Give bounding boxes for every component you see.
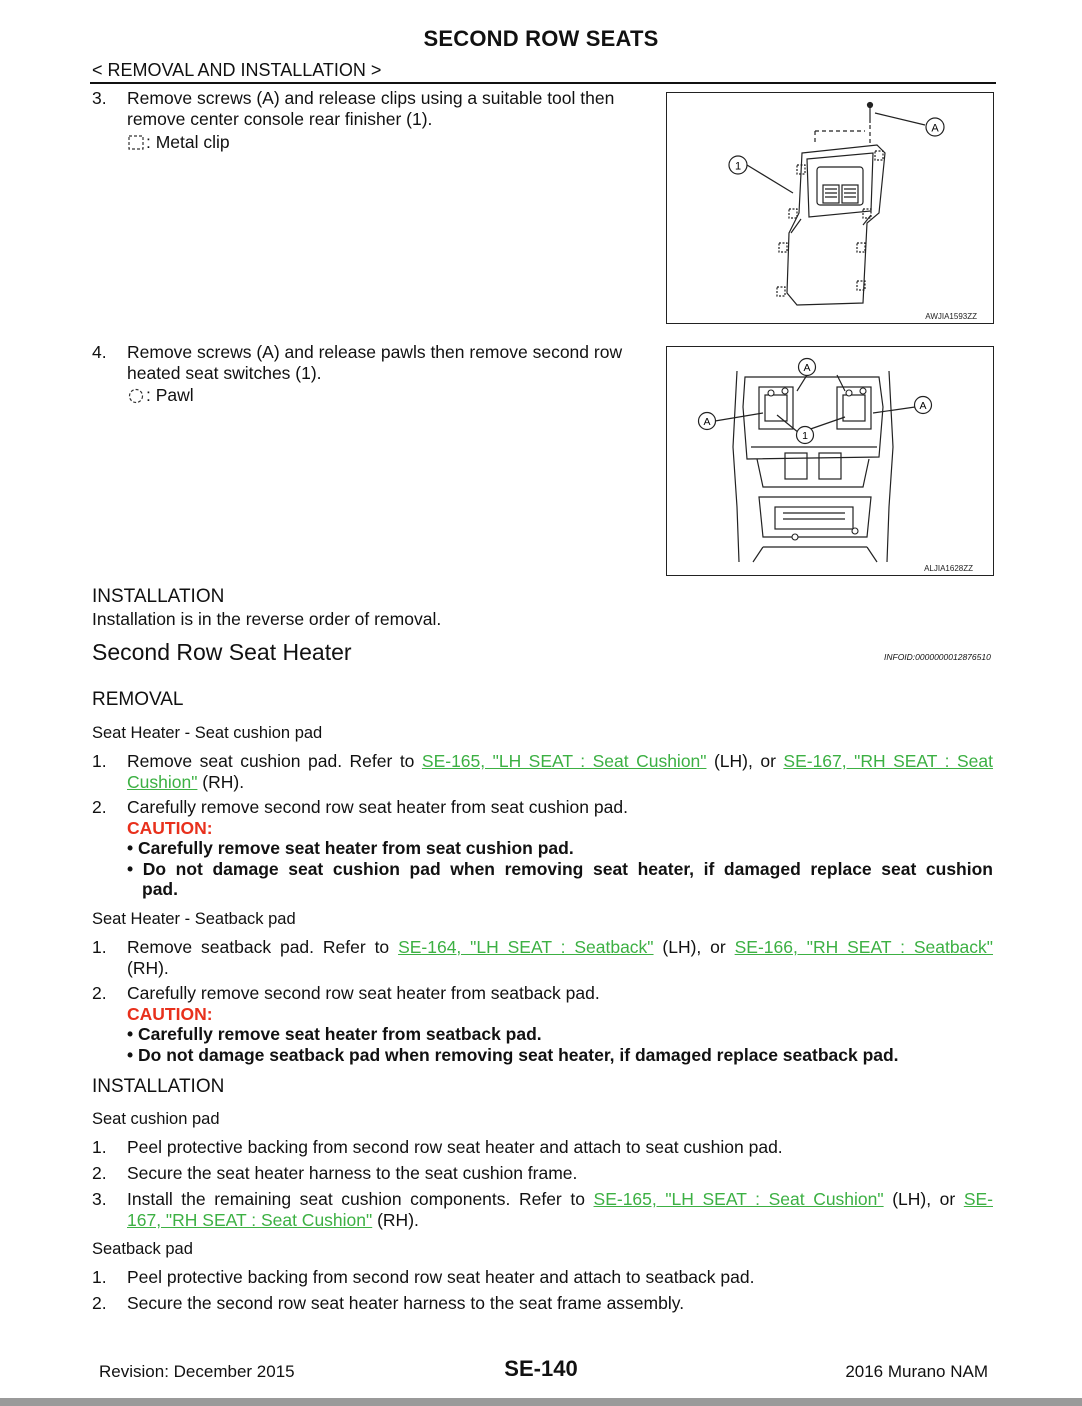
caution-bullet-text: Do not damage seatback pad when removing seat heater, if damaged replace seatback pad.: [138, 1045, 899, 1065]
subheading-seatback: Seat Heater - Seatback pad: [92, 910, 296, 928]
step-number: 1.: [92, 1267, 107, 1287]
caution-bullet: • Do not damage seatback pad when removing seat heater, if damaged replace seatback pad.: [127, 1045, 899, 1065]
legend-text: : Metal clip: [146, 132, 230, 152]
viewer-bottom-bar: [0, 1398, 1082, 1406]
seat-switch-illustration: [667, 347, 993, 575]
callout-a: [926, 118, 944, 136]
pawl-icon: [127, 387, 145, 404]
step-text: (LH), or: [706, 751, 784, 771]
link-se-167[interactable]: SE-167, "RH SEAT : Seat: [783, 751, 994, 771]
page-title: SECOND ROW SEATS: [423, 26, 659, 51]
callout-label-1: 1: [734, 160, 742, 173]
step-number: 3.: [92, 1189, 107, 1209]
footer-model: 2016 Murano NAM: [845, 1362, 988, 1381]
step-text-line: (RH).: [127, 958, 169, 978]
callout-a-left: [699, 413, 716, 430]
link-se-164[interactable]: SE-164, "LH SEAT : Seatback": [398, 937, 654, 957]
step-text-line: heated seat switches (1).: [127, 363, 322, 383]
step-text: (LH), or: [653, 937, 735, 957]
step-text-line: [127, 751, 993, 772]
step-text-line: Secure the second row seat heater harness to the seat frame assembly.: [127, 1293, 685, 1313]
link-se-165[interactable]: SE-165, "LH SEAT : Seat Cushion": [593, 1189, 884, 1209]
caution-bullet: • Carefully remove seat heater from seat cushion pad.: [127, 838, 574, 858]
step-number: 3.: [92, 88, 107, 108]
section-breadcrumb: < REMOVAL AND INSTALLATION >: [92, 60, 382, 80]
figure-code: ALJIA1628ZZ: [924, 564, 973, 573]
step-text-line: [127, 1189, 993, 1210]
figure-console-finisher: [666, 92, 994, 324]
step-number: 2.: [92, 1293, 107, 1313]
link-se-166[interactable]: SE-166, "RH SEAT : Seatback": [734, 937, 993, 957]
callout-1: [797, 427, 814, 444]
callout-a-right: [915, 397, 932, 414]
link-se-165[interactable]: SE-165, "LH SEAT : Seat Cushion": [421, 751, 707, 771]
installation-heading: INSTALLATION: [92, 586, 225, 607]
step-text-line: Remove screws (A) and release pawls then remove second row: [127, 342, 623, 362]
subheading-cushion: Seat Heater - Seat cushion pad: [92, 724, 323, 742]
step-number: 2.: [92, 797, 107, 817]
info-id: INFOID:0000000012876510: [884, 652, 991, 662]
step-number: 2.: [92, 1163, 107, 1183]
step-text-line: Peel protective backing from second row seat heater and attach to seatback pad.: [127, 1267, 755, 1287]
header-rule: [90, 82, 996, 84]
step-text: (RH).: [197, 772, 245, 792]
step-text: (RH).: [372, 1210, 419, 1230]
step-text: Install the remaining seat cushion components. Refer to: [127, 1189, 594, 1209]
step-text: Remove seat cushion pad. Refer to: [127, 751, 422, 771]
caution-bullet-text: Carefully remove seat heater from seat cushion pad.: [138, 838, 574, 858]
figure-seat-switches: [666, 346, 994, 576]
step-text-line: Remove screws (A) and release clips using a suitable tool then: [127, 88, 615, 108]
step-text-line: [127, 772, 244, 793]
callout-label-a: A: [803, 362, 811, 374]
legend-text: : Pawl: [146, 385, 194, 405]
caution-bullet: • Do not damage seat cushion pad when removing seat heater, if damaged replace seat cushion: [127, 859, 993, 879]
installation-heading: INSTALLATION: [92, 1076, 225, 1097]
step-text: Remove seatback pad. Refer to: [127, 937, 399, 957]
removal-heading: REMOVAL: [92, 689, 184, 710]
step-number: 1.: [92, 751, 107, 771]
link-se-167-cont[interactable]: 167, "RH SEAT : Seat Cushion": [127, 1210, 373, 1230]
step-text-line: Carefully remove second row seat heater from seatback pad.: [127, 983, 600, 1003]
step-text-line: Secure the seat heater harness to the seat cushion frame.: [127, 1163, 578, 1183]
installation-text: Installation is in the reverse order of removal.: [92, 609, 442, 629]
caution-bullet-cont: pad.: [142, 879, 178, 899]
step-number: 4.: [92, 342, 107, 362]
step-text-line: [127, 1210, 419, 1231]
step-text-line: Peel protective backing from second row seat heater and attach to seat cushion pad.: [127, 1137, 783, 1157]
subheading-seatback-pad: Seatback pad: [92, 1240, 193, 1258]
callout-label-1: 1: [802, 430, 808, 442]
subheading-seat-cushion-pad: Seat cushion pad: [92, 1110, 220, 1128]
callout-1: [729, 156, 747, 174]
link-se-167-cont[interactable]: Cushion": [127, 772, 198, 792]
step-number: 1.: [92, 937, 107, 957]
figure-code: AWJIA1593ZZ: [925, 312, 977, 321]
callout-label-a: A: [931, 122, 939, 135]
step-text-line: remove center console rear finisher (1).: [127, 109, 433, 129]
caution-bullet-text: Carefully remove seat heater from seatback pad.: [138, 1024, 542, 1044]
caution-bullet-text: Do not damage seat cushion pad when removing seat heater, if damaged replace seat cushion: [142, 859, 993, 879]
step-number: 2.: [92, 983, 107, 1003]
step-number: 1.: [92, 1137, 107, 1157]
callout-a-top: [799, 359, 816, 376]
callout-label-a: A: [919, 400, 927, 412]
step-text: (LH), or: [883, 1189, 964, 1209]
caution-bullet: • Carefully remove seat heater from seatback pad.: [127, 1024, 542, 1044]
caution-label: CAUTION:: [127, 1004, 213, 1024]
callout-label-a: A: [703, 416, 711, 428]
step-text-line: Carefully remove second row seat heater from seat cushion pad.: [127, 797, 628, 817]
link-se-167[interactable]: SE-: [963, 1189, 993, 1209]
console-finisher-illustration: [667, 93, 993, 323]
footer-revision: Revision: December 2015: [99, 1362, 295, 1381]
legend-metal-clip: [127, 132, 230, 153]
section-heading: Second Row Seat Heater: [92, 639, 352, 665]
footer-page-number: SE-140: [504, 1356, 578, 1381]
legend-pawl: [127, 385, 194, 406]
step-text-line: [127, 937, 993, 958]
metal-clip-icon: [127, 134, 145, 151]
caution-label: CAUTION:: [127, 818, 213, 838]
